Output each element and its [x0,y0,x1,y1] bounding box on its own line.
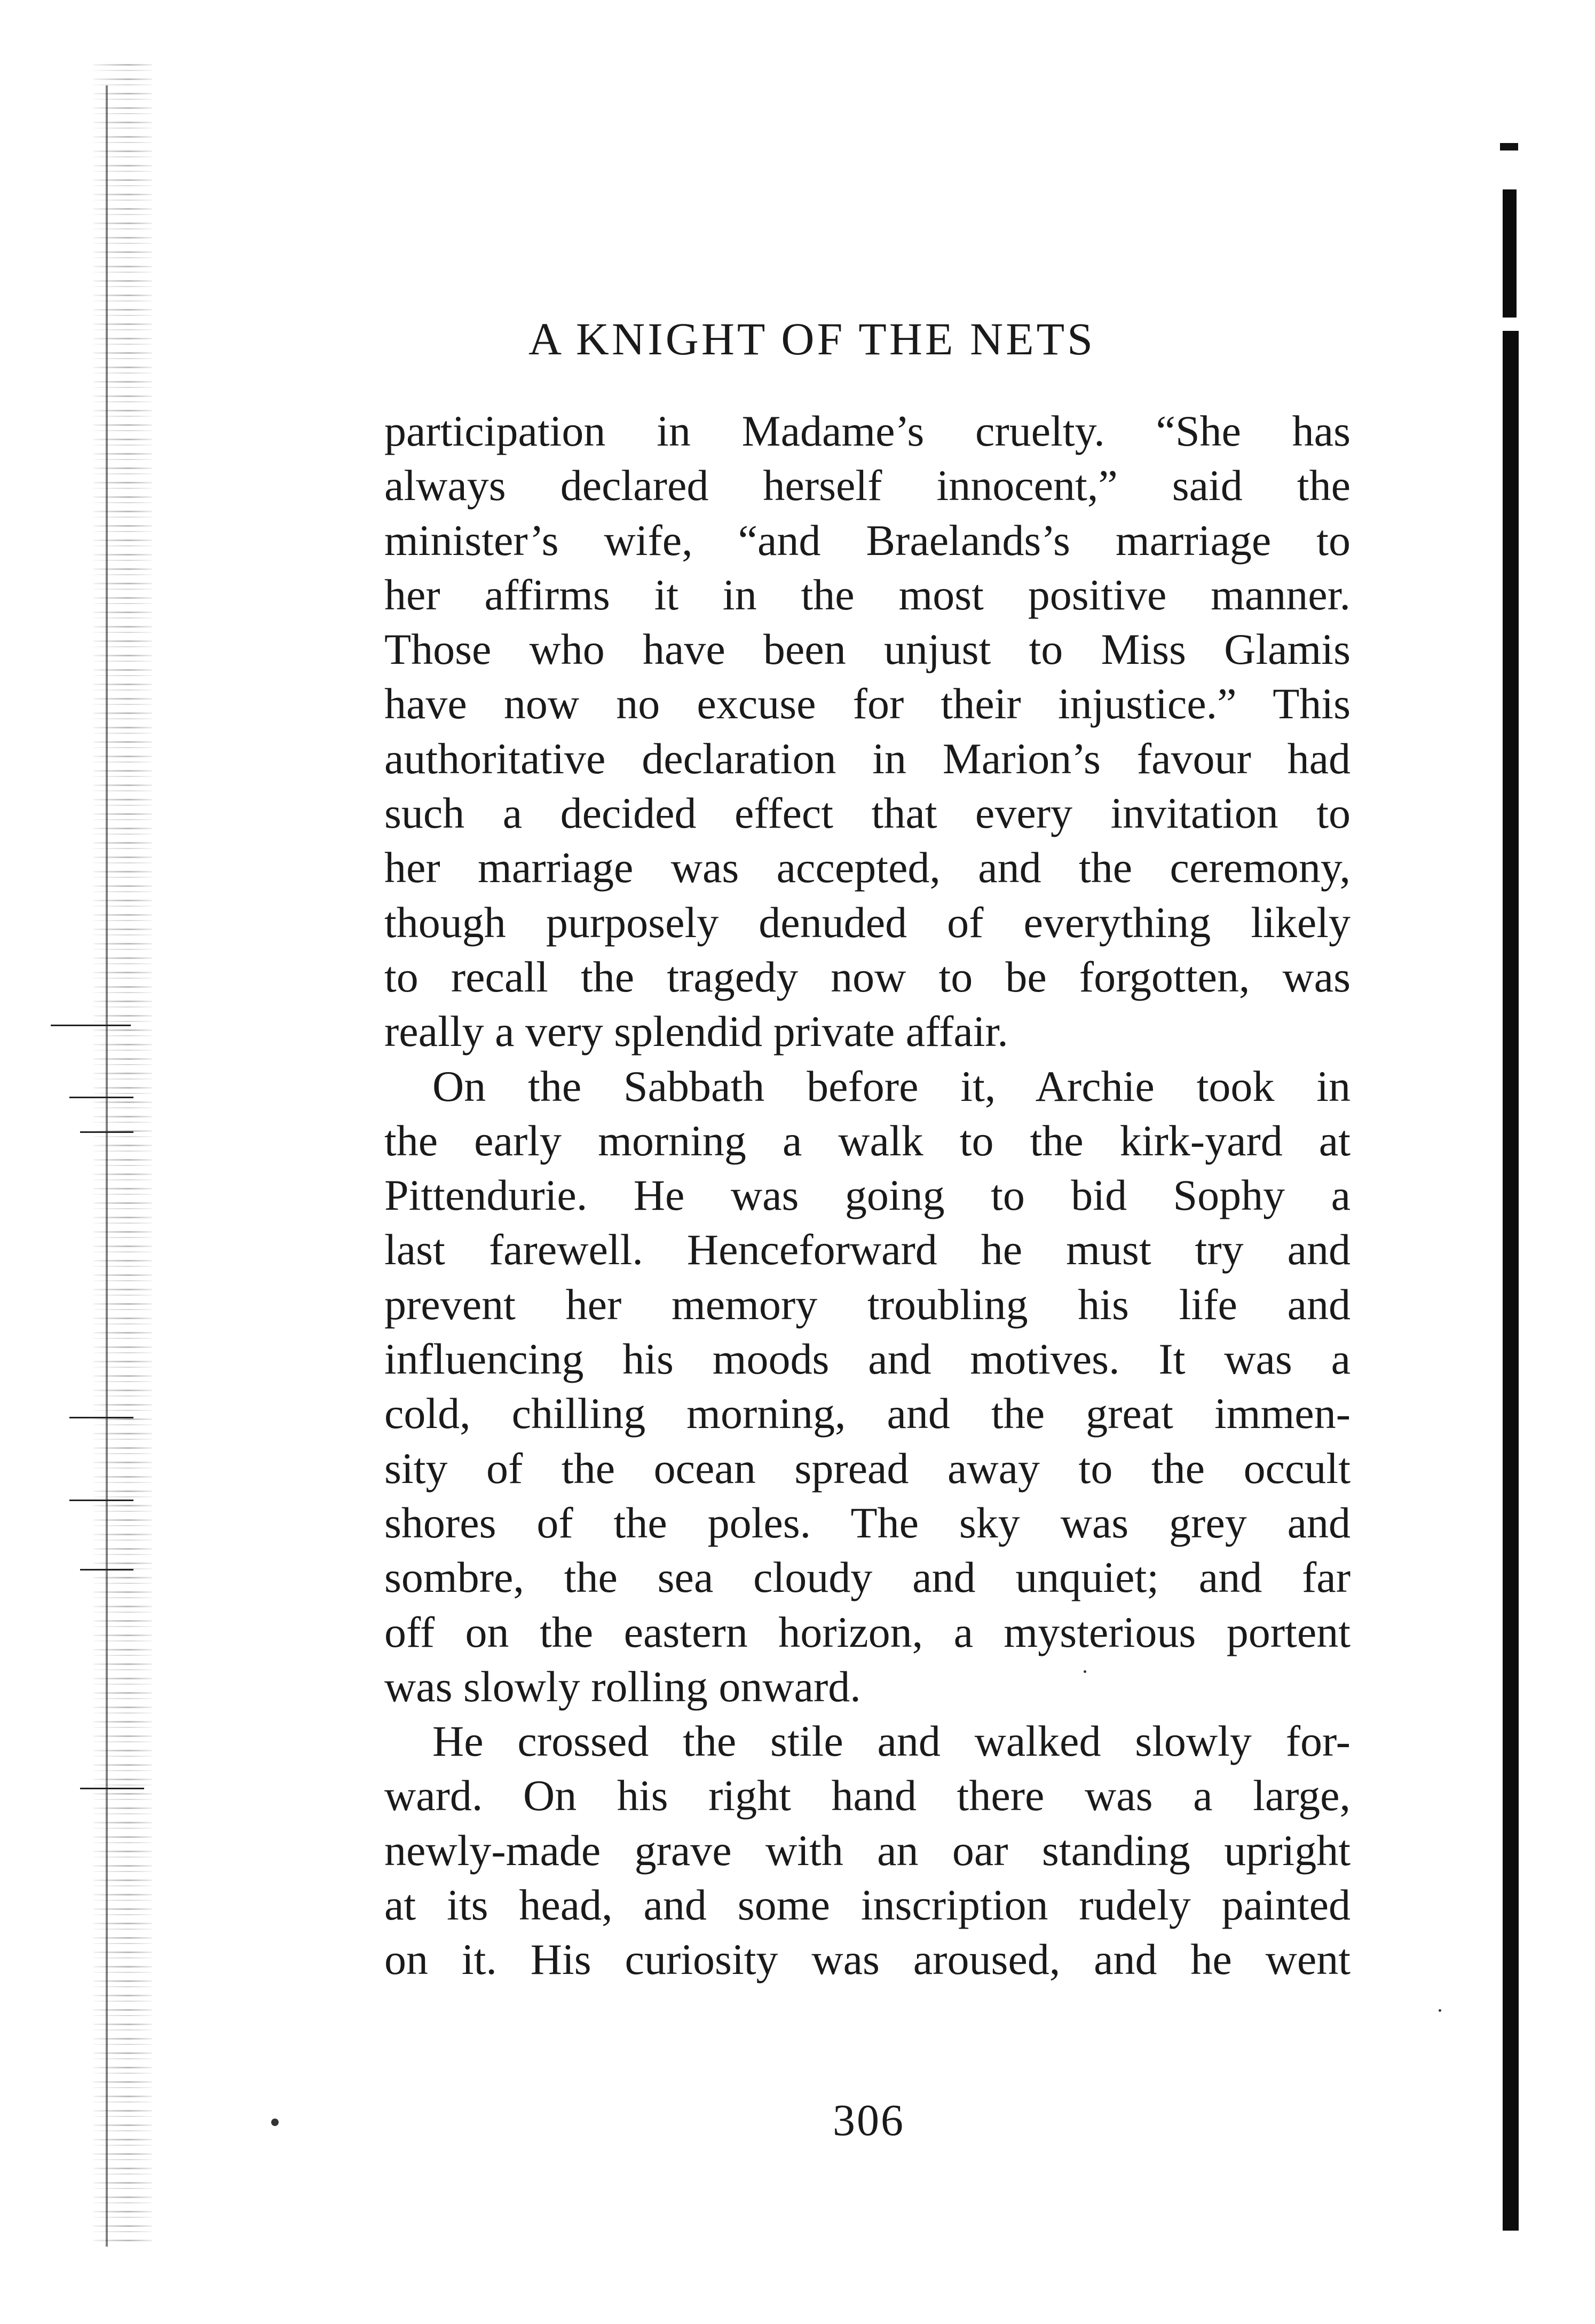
text-line: ward. On his right hand there was a large, [384,1771,1351,1820]
text-line: Those who have been unjust to Miss Glamis [384,625,1351,674]
text-line: have now no excuse for their injustice.” This [384,679,1351,728]
binding-tick [80,1131,133,1133]
right-edge-strip [1503,189,1517,318]
text-line: prevent her memory troubling his life and [384,1280,1351,1329]
text-line: to recall the tragedy now to be forgotten, was [384,952,1351,1001]
binding-tick [80,1788,144,1789]
binding-tick [51,1025,131,1026]
text-line: sombre, the sea cloudy and unquiet; and far [384,1553,1351,1602]
text-line: on it. His curiosity was aroused, and he went [384,1935,1351,1984]
binding-tick [80,1569,133,1571]
text-line: last farewell. Henceforward he must try and [384,1225,1351,1274]
text-line: On the Sabbath before it, Archie took in [432,1061,1351,1111]
binding-tick [69,1500,133,1501]
text-line: influencing his moods and motives. It was a [384,1335,1351,1384]
binding-tick [69,1417,133,1418]
text-line: Pittendurie. He was going to bid Sophy a [384,1171,1351,1220]
text-line: her affirms it in the most positive manner. [384,570,1351,619]
scan-speck [1439,2009,1441,2012]
text-line: though purposely denuded of everything likely [384,898,1351,947]
text-line: newly-made grave with an oar standing upright [384,1826,1351,1875]
text-line: really a very splendid private affair. [384,1007,1008,1056]
binding-edge-line [106,85,108,2247]
text-line: the early morning a walk to the kirk-yard at [384,1116,1351,1165]
body-text [384,404,1351,1987]
text-line: shores of the poles. The sky was grey and [384,1498,1351,1547]
right-edge-mark [1500,143,1518,150]
text-line: cold, chilling morning, and the great immen- [384,1389,1351,1438]
text-line: authoritative declaration in Marion’s favour had [384,734,1351,783]
text-line: off on the eastern horizon, a mysterious portent [384,1607,1351,1656]
text-line: was slowly rolling onward. [384,1662,861,1711]
text-line: at its head, and some inscription rudely painted [384,1881,1351,1930]
scan-speck [271,2119,279,2126]
page-number: 306 [833,2096,905,2145]
text-line: her marriage was accepted, and the ceremony, [384,843,1351,892]
text-line: participation in Madame’s cruelty. “She has [384,407,1351,455]
text-line: always declared herself innocent,” said the [384,461,1351,510]
right-edge-strip [1503,331,1519,2231]
text-line: minister’s wife, “and Braelands’s marriage to [384,515,1351,565]
text-line: such a decided effect that every invitation to [384,789,1351,838]
running-header: A KNIGHT OF THE NETS [528,313,1095,364]
text-line: He crossed the stile and walked slowly for- [432,1717,1351,1766]
text-line: sity of the ocean spread away to the occult [384,1443,1351,1493]
binding-edge-noise [93,64,152,2241]
binding-tick [69,1097,133,1098]
